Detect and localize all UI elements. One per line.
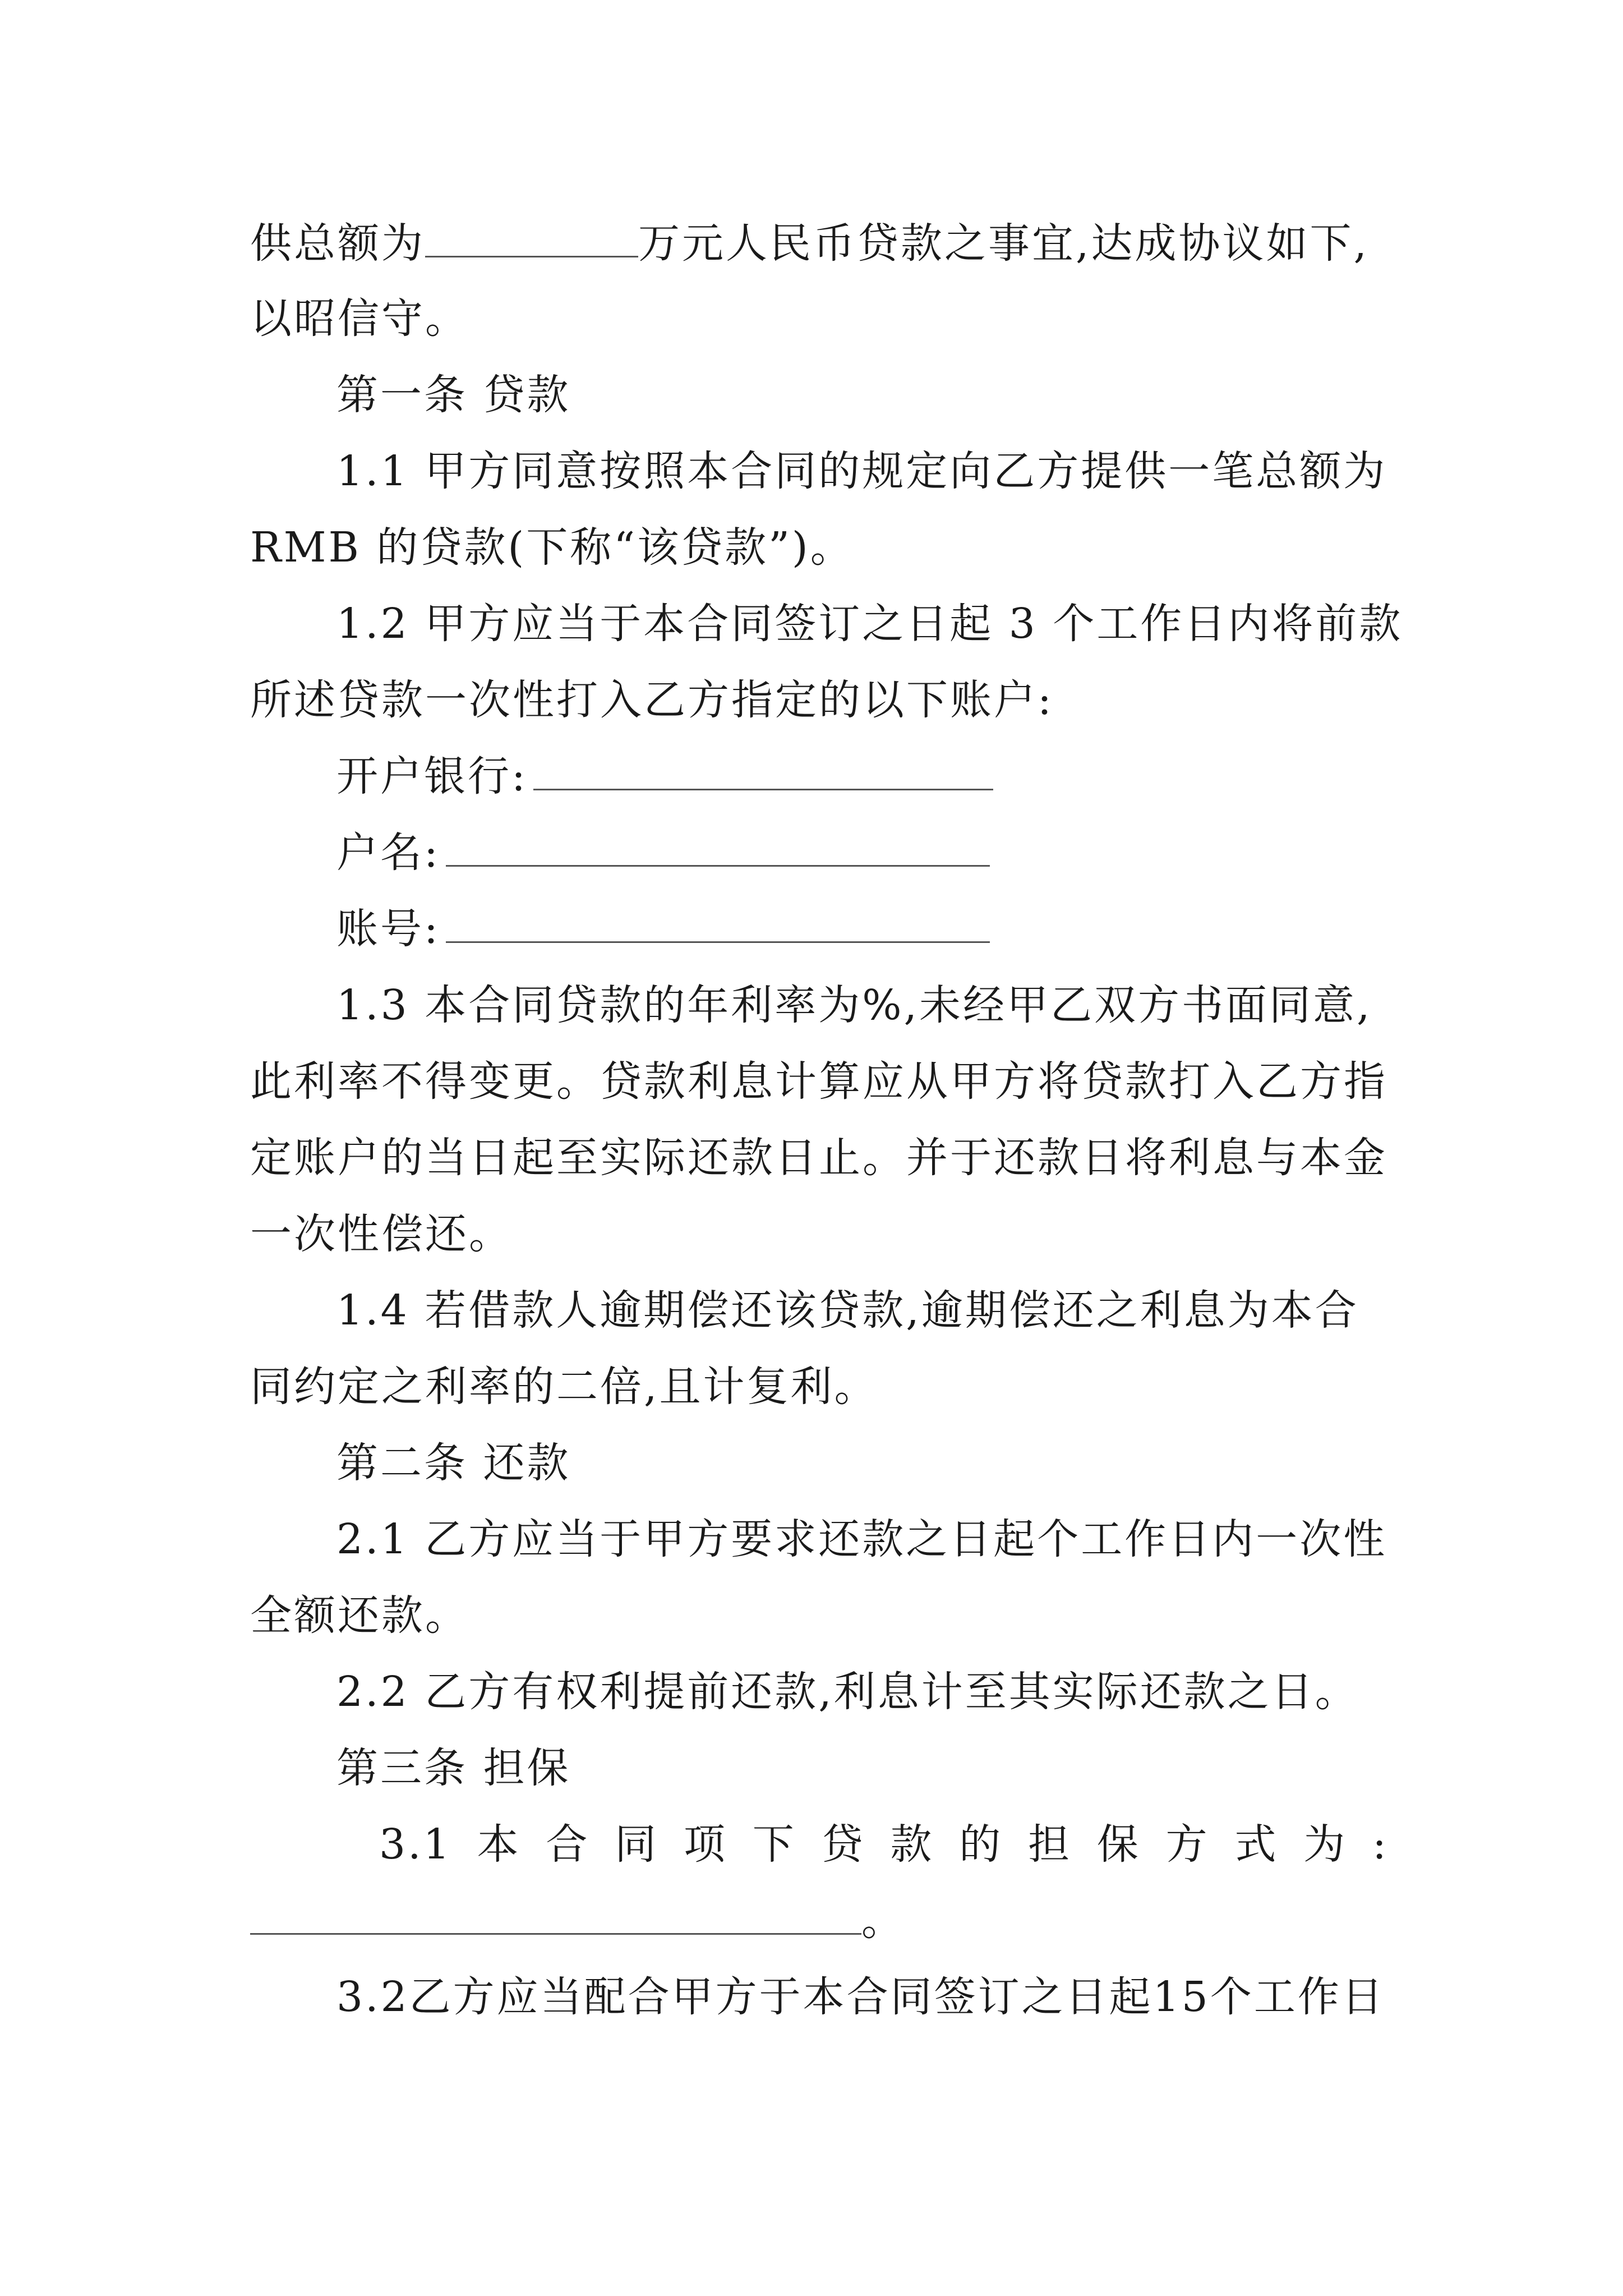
account-number-blank [446,907,990,943]
text-segment: 此利率不得变更。贷款利息计算应从甲方将贷款打入乙方指 [250,1057,1387,1106]
text-segment: 1.3 本合同贷款的年利率为%,未经甲乙双方书面同意, [336,981,1372,1029]
paragraph-line [250,215,1389,272]
heading-text: 第一条 贷款 [336,371,571,419]
justified-char: 式 [1234,1820,1279,1869]
clause-1-4 [336,1282,1475,1338]
paragraph-line [250,291,1389,347]
justified-char: 款 [890,1820,934,1869]
text-segment: 全额还款。 [250,1591,469,1640]
paragraph-line [250,1053,1389,1110]
text-segment: 1.1 甲方同意按照本合同的规定向乙方提供一笔总额为 [336,447,1387,495]
blank-amount [425,221,638,257]
justified-char: 担 [1028,1820,1072,1869]
justified-char: 合 [546,1820,590,1869]
justified-char: 同 [615,1820,659,1869]
text-segment: RMB 的贷款(下称“该贷款”)。 [250,523,854,572]
text-segment: 2.2 乙方有权利提前还款,利息计至其实际还款之日。 [336,1668,1359,1716]
paragraph-line [250,1206,1389,1262]
guarantee-line [250,1893,1389,1949]
justified-char: 保 [1096,1820,1141,1869]
bank-line [336,748,1475,804]
heading-text: 第三条 担保 [336,1744,571,1792]
account-name-blank [446,830,990,867]
justified-char: 项 [683,1820,727,1869]
text-segment: 1.4 若借款人逾期偿还该贷款,逾期偿还之利息为本合 [336,1286,1359,1335]
paragraph-line [250,1359,1389,1415]
text-segment: 定账户的当日起至实际还款日止。并于还款日将利息与本金 [250,1134,1387,1182]
text-segment: 。 [861,1897,905,1945]
justified-char: 方 [1165,1820,1210,1869]
text-segment: 2.1 乙方应当于甲方要求还款之日起个工作日内一次性 [336,1515,1387,1563]
paragraph-line [250,672,1389,728]
paragraph-line [250,1130,1389,1186]
paragraph-line [250,1588,1389,1644]
paragraph-line [250,519,1389,576]
clause-3-2 [336,1969,1475,2025]
bank-label: 开户银行: [336,752,528,800]
article-3-title [336,1740,1475,1796]
account-number-label: 账号: [336,905,440,953]
article-2-title [336,1435,1475,1491]
text-segment: 一次性偿还。 [250,1210,513,1258]
justified-char: 的 [959,1820,1003,1869]
bank-blank [533,754,993,790]
clause-1-1 [336,443,1475,499]
clause-3-1 [379,1816,1389,1872]
clause-2-1 [336,1511,1475,1567]
justified-char: : [1372,1820,1389,1869]
text-segment: 万元人民币贷款之事宜,达成协议如下, [638,219,1370,268]
guarantee-blank [250,1898,861,1935]
account-name-label: 户名: [336,829,440,877]
clause-2-2 [336,1664,1475,1720]
text-segment: 1.2 甲方应当于本合同签订之日起 3 个工作日内将前款 [336,600,1403,648]
justified-char: 本 [477,1820,521,1869]
justified-char: 贷 [821,1820,865,1869]
text-segment: 同约定之利率的二倍,且计复利。 [250,1363,878,1411]
text-segment: 所述贷款一次性打入乙方指定的以下账户: [250,676,1054,724]
heading-text: 第二条 还款 [336,1439,571,1487]
text-segment: 供总额为 [250,219,425,268]
justified-char: 3.1 [379,1820,452,1869]
justified-char: 为 [1303,1820,1348,1869]
article-1-title [336,367,1475,423]
text-segment: 3.2乙方应当配合甲方于本合同签订之日起15个工作日 [336,1973,1385,2021]
clause-1-3 [336,977,1475,1033]
account-name-line [336,825,1475,881]
account-number-line [336,901,1475,957]
text-segment: 以昭信守。 [250,295,469,343]
justified-char: 下 [752,1820,796,1869]
clause-1-2 [336,596,1475,652]
